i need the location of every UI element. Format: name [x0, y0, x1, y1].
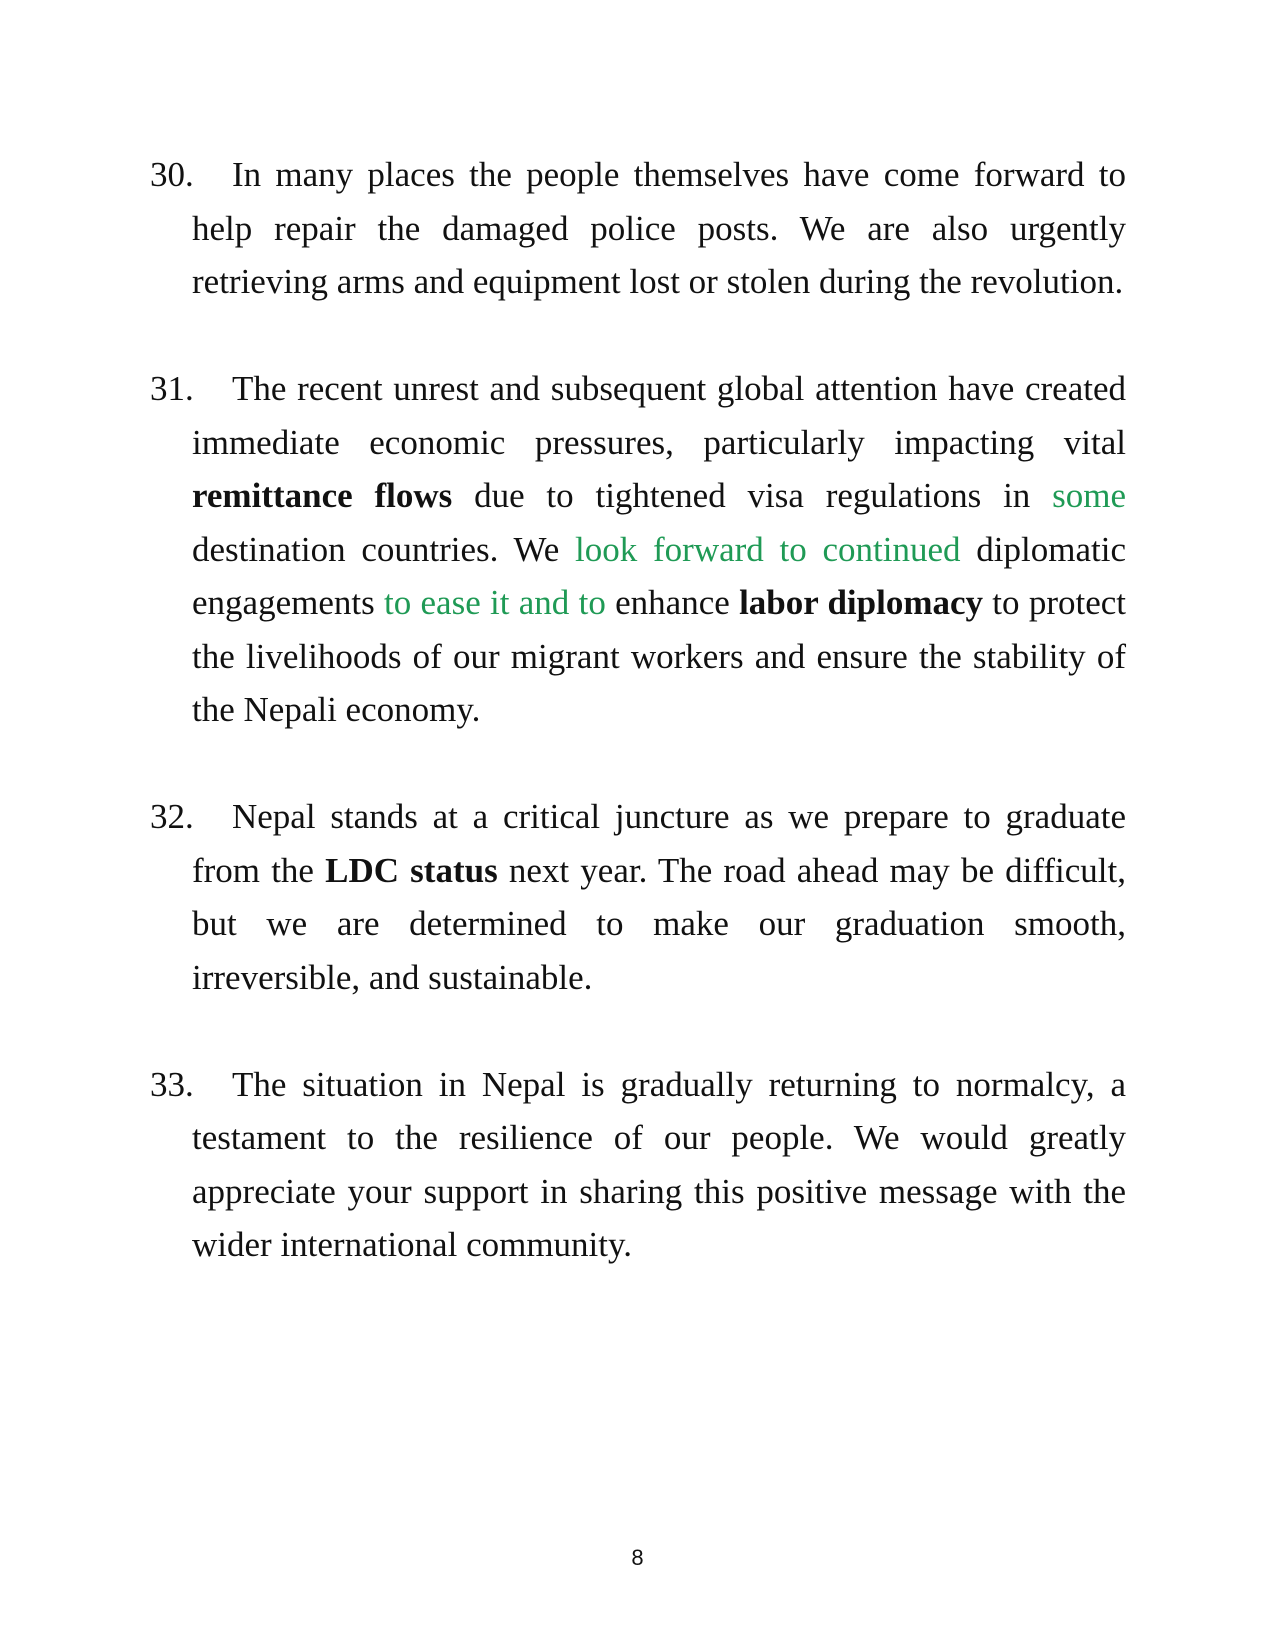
text-segment: to protect the livelihoods of our migrant workers and ensure the stability of the Nepali economy.: [192, 583, 1126, 729]
green-text-edit: some: [1052, 476, 1127, 515]
paragraph-text: The situation in Nepal is gradually returning to normalcy, a testament to the resilience of our people. We would greatly appreciate your support in sharing this positive message with the wider international community.: [192, 1064, 1126, 1264]
text-segment: due to tightened visa regulations in: [452, 476, 1053, 515]
paragraph-number: 31.: [150, 369, 194, 408]
green-text-edit: look forward to continued: [575, 529, 961, 569]
document-body: [150, 148, 1126, 1325]
green-text-edit: to ease it and to: [384, 583, 606, 622]
page-number: 8: [631, 1545, 644, 1570]
paragraph-33: [150, 1058, 1126, 1272]
paragraph-number: 30.: [150, 155, 194, 194]
bold-text-labor-diplomacy: labor diplomacy: [739, 583, 984, 622]
paragraph-number: 32.: [150, 797, 194, 836]
paragraph-32: [150, 790, 1126, 1004]
bold-text-ldc-status: LDC status: [325, 850, 498, 890]
paragraph-text: In many places the people themselves have come forward to help repair the damaged police posts. We are also urgently retrieving arms and equipment lost or stolen during the revolution.: [192, 155, 1126, 301]
text-segment: The recent unrest and subsequent global attention have created immediate economic pressures, particularly impacting vital: [192, 369, 1126, 462]
text-segment: next year. The road ahead may be difficult, but we are determined to make our graduation smooth, irreversible, and sustainable.: [192, 850, 1127, 997]
text-segment: diplomatic engagements: [192, 529, 1126, 622]
text-segment: destination countries. We: [192, 529, 576, 569]
paragraph-number: 33.: [150, 1064, 194, 1104]
text-segment: Nepal stands at a critical juncture as we prepare to graduate from the: [192, 797, 1126, 890]
text-segment: enhance: [605, 583, 740, 622]
bold-text-remittance-flows: remittance flows: [192, 476, 453, 515]
paragraph-30: [150, 148, 1126, 309]
paragraph-31: [150, 362, 1126, 737]
